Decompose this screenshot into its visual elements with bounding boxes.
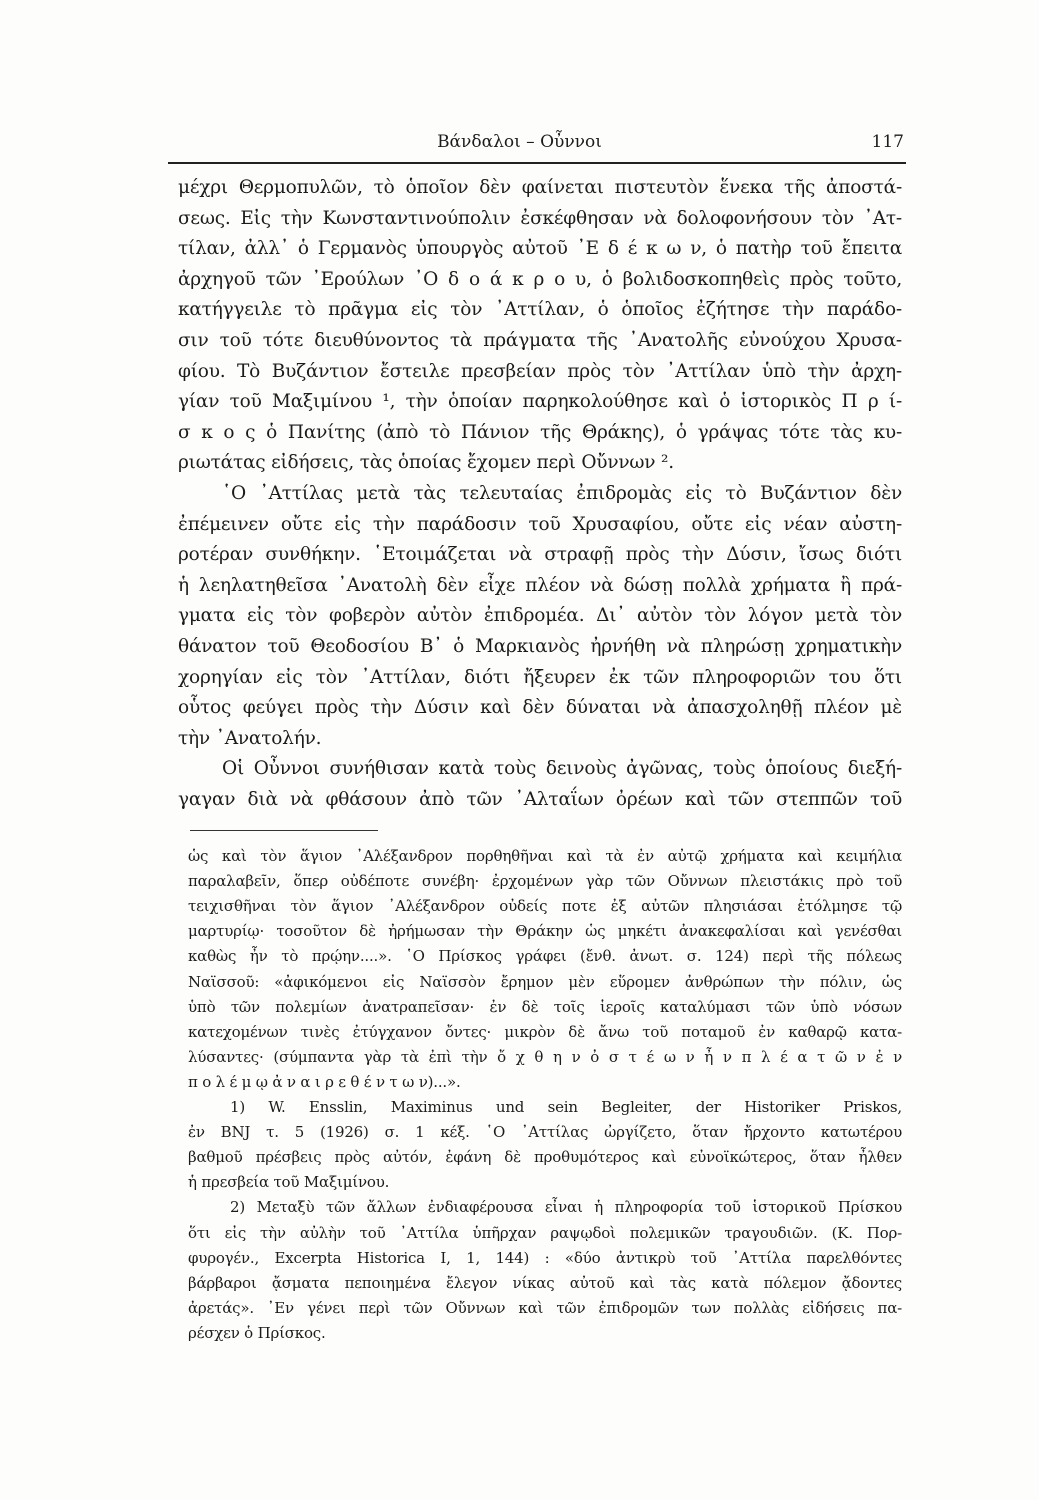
text-line: ἐπέμεινεν οὔτε εἰς τὴν παράδοσιν τοῦ Χρυσαφίου, οὔτε εἰς νέαν αὐστη-	[178, 513, 902, 535]
footnote-line: ἀρετάς». ᾽Εν γένει περὶ τῶν Οὔννων καὶ τῶν ἐπιδρομῶν των πολλὰς εἰδήσεις πα-	[188, 1298, 902, 1317]
text-line: ροτέραν συνθήκην. ῾Ετοιμάζεται νὰ στραφῇ πρὸς τὴν Δύσιν, ἴσως διότι	[178, 544, 902, 566]
footnote-line: ὅτι εἰς τὴν αὐλὴν τοῦ ᾽Αττίλα ὑπῆρχαν ραψῳδοὶ πολεμικῶν τραγουδιῶν. (Κ. Πορ-	[188, 1223, 902, 1242]
text-line: κατήγγειλε τὸ πρᾶγμα εἰς τὸν ᾽Αττίλαν, ὁ ὁποῖος ἐζήτησε τὴν παράδο-	[178, 299, 902, 321]
text-line: γίαν τοῦ Μαξιμίνου ¹, τὴν ὁποίαν παρηκολούθησε καὶ ὁ ἱστορικὸς Π ρ ί-	[178, 391, 902, 413]
text-line: ἀρχηγοῦ τῶν ᾽Ερούλων ᾽Ο δ ο ά κ ρ ο υ, ὁ βολιδοσκοπηθεὶς πρὸς τοῦτο,	[178, 268, 902, 290]
text-line: ριωτάτας εἰδήσεις, τὰς ὁποίας ἔχομεν περὶ Οὔννων ².	[178, 452, 674, 474]
footnote-line: 2) Μεταξὺ τῶν ἄλλων ἐνδιαφέρουσα εἶναι ἡ πληροφορία τοῦ ἱστορικοῦ Πρίσκου	[230, 1198, 902, 1217]
text-line: σ κ ο ς ὁ Πανίτης (ἀπὸ τὸ Πάνιον τῆς Θράκης), ὁ γράψας τότε τὰς κυ-	[178, 421, 902, 443]
footnote-line: Ναϊσσοῦ: «ἀφικόμενοι εἰς Ναϊσσὸν ἔρημον μὲν εὕρομεν ἀνθρώπων τὴν πόλιν, ὡς	[188, 972, 902, 991]
footnote-line: ἡ πρεσβεία τοῦ Μαξιμίνου.	[188, 1173, 390, 1192]
footnote-line: 1) W. Ensslin, Maximinus und sein Begleiter, der Historiker Priskos,	[230, 1098, 902, 1116]
text-line: Οἱ Οὖννοι συνήθισαν κατὰ τοὺς δεινοὺς ἀγῶνας, τοὺς ὁποίους διεξή-	[222, 758, 902, 780]
text-line: γματα εἰς τὸν φοβερὸν αὐτὸν ἐπιδρομέα. Δι᾽ αὐτὸν τὸν λόγον μετὰ τὸν	[178, 605, 902, 627]
text-line: σεως. Εἰς τὴν Κωνσταντινούπολιν ἐσκέφθησαν νὰ δολοφονήσουν τὸν ᾽Ατ-	[178, 207, 902, 229]
footnote-line: βαθμοῦ πρέσβεις πρὸς αὐτόν, ἐφάνη δὲ προθυμότερος καὶ εὐνοϊκώτερος, ὅταν ἦλθεν	[188, 1148, 902, 1167]
text-line: γαγαν διὰ νὰ φθάσουν ἀπὸ τῶν ᾽Αλταΐων ὀρέων καὶ τῶν στεππῶν τοῦ	[178, 789, 902, 810]
footnote-separator	[190, 830, 378, 831]
text-line: χορηγίαν εἰς τὸν ᾽Αττίλαν, διότι ἤξευρεν ἐκ τῶν πληροφοριῶν του ὅτι	[178, 666, 902, 688]
footnote-line: καθὼς ἦν τὸ πρῴην....». ῾Ο Πρίσκος γράφει (ἔνθ. ἀνωτ. σ. 124) περὶ τῆς πόλεως	[188, 947, 902, 966]
text-line: τὴν ᾽Ανατολήν.	[178, 727, 322, 749]
text-line: ῾Ο ᾽Αττίλας μετὰ τὰς τελευταίας ἐπιδρομὰς εἰς τὸ Βυζάντιον δὲν	[222, 483, 902, 504]
text-line: μέχρι Θερμοπυλῶν, τὸ ὁποῖον δὲν φαίνεται πιστευτὸν ἕνεκα τῆς ἀποστά-	[178, 177, 902, 198]
text-line: θάνατον τοῦ Θεοδοσίου Β᾽ ὁ Μαρκιανὸς ἠρνήθη νὰ πληρώσῃ χρηματικὴν	[178, 636, 902, 657]
text-line: ἡ λεηλατηθεῖσα ᾽Ανατολὴ δὲν εἶχε πλέον νὰ δώσῃ πολλὰ χρήματα ἢ πρά-	[178, 574, 902, 596]
text-line: φίου. Τὸ Βυζάντιον ἔστειλε πρεσβείαν πρὸς τὸν ᾽Αττίλαν ὑπὸ τὴν ἀρχη-	[178, 360, 902, 382]
running-title: Βάνδαλοι – Οὖννοι	[437, 132, 602, 152]
footnote-line: ἐν BNJ τ. 5 (1926) σ. 1 κέξ. ῾Ο ᾽Αττίλας ὠργίζετο, ὅταν ἤρχοντο κατωτέρου	[188, 1123, 902, 1142]
footnote-line: βάρβαροι ᾄσματα πεποιημένα ἔλεγον νίκας αὐτοῦ καὶ τὰς κατὰ πόλεμον ᾄδοντες	[188, 1273, 902, 1292]
text-line: τίλαν, ἀλλ᾽ ὁ Γερμανὸς ὑπουργὸς αὐτοῦ ᾽Ε δ έ κ ω ν, ὁ πατὴρ τοῦ ἔπειτα	[178, 238, 902, 260]
footnote-line: τειχισθῆναι τὸν ἅγιον ᾽Αλέξανδρον οὐδείς ποτε ἐξ αὐτῶν πλησιάσαι ἐτόλμησε τῷ	[188, 897, 902, 916]
header-rule	[168, 162, 906, 164]
page-number: 117	[871, 132, 904, 152]
text-line: οὗτος φεύγει πρὸς τὴν Δύσιν καὶ δὲν δύναται νὰ ἀπασχοληθῇ πλέον μὲ	[178, 697, 902, 719]
footnote-line: κατεχομένων τινὲς ἐτύγχανον ὄντες· μικρὸν δὲ ἄνω τοῦ ποταμοῦ ἐν καθαρῷ κατα-	[188, 1022, 902, 1041]
footnote-line: λύσαντες· (σύμπαντα γὰρ τὰ ἐπὶ τὴν ὄ χ θ η ν ὀ σ τ έ ω ν ἦ ν π λ έ α τ ῶ ν ἐ ν	[188, 1047, 902, 1066]
text-line: σιν τοῦ τότε διευθύνοντος τὰ πράγματα τῆς ᾽Ανατολῆς εὐνούχου Χρυσα-	[178, 330, 902, 351]
footnote-line: ὑπὸ τῶν πολεμίων ἀνατραπεῖσαν· ἐν δὲ τοῖς ἱεροῖς καταλύμασι τῶν ὑπὸ νόσων	[188, 997, 902, 1016]
footnote-line: π ο λ έ μ ῳ ἀ ν α ι ρ ε θ έ ν τ ω ν)...».	[188, 1072, 461, 1091]
footnote-line: μαρτυρίῳ· τοσοῦτον δὲ ἠρήμωσαν τὴν Θράκην ὡς μηκέτι ἀνακεφαλίσαι καὶ γενέσθαι	[188, 922, 902, 941]
footnote-line: ὡς καὶ τὸν ἅγιον ᾽Αλέξανδρον πορθηθῆναι καὶ τὰ ἐν αὐτῷ χρήματα καὶ κειμήλια	[188, 847, 902, 865]
footnote-line: παραλαβεῖν, ὅπερ οὐδέποτε συνέβη· ἐρχομένων γὰρ τῶν Οὔννων πλειστάκις πρὸ τοῦ	[188, 872, 902, 891]
footnote-line: ρέσχεν ὁ Πρίσκος.	[188, 1323, 326, 1342]
footnote-line: φυρογέν., Excerpta Historica I, 1, 144) : «δύο ἀντικρὺ τοῦ ᾽Αττίλα παρελθόντες	[188, 1248, 902, 1267]
